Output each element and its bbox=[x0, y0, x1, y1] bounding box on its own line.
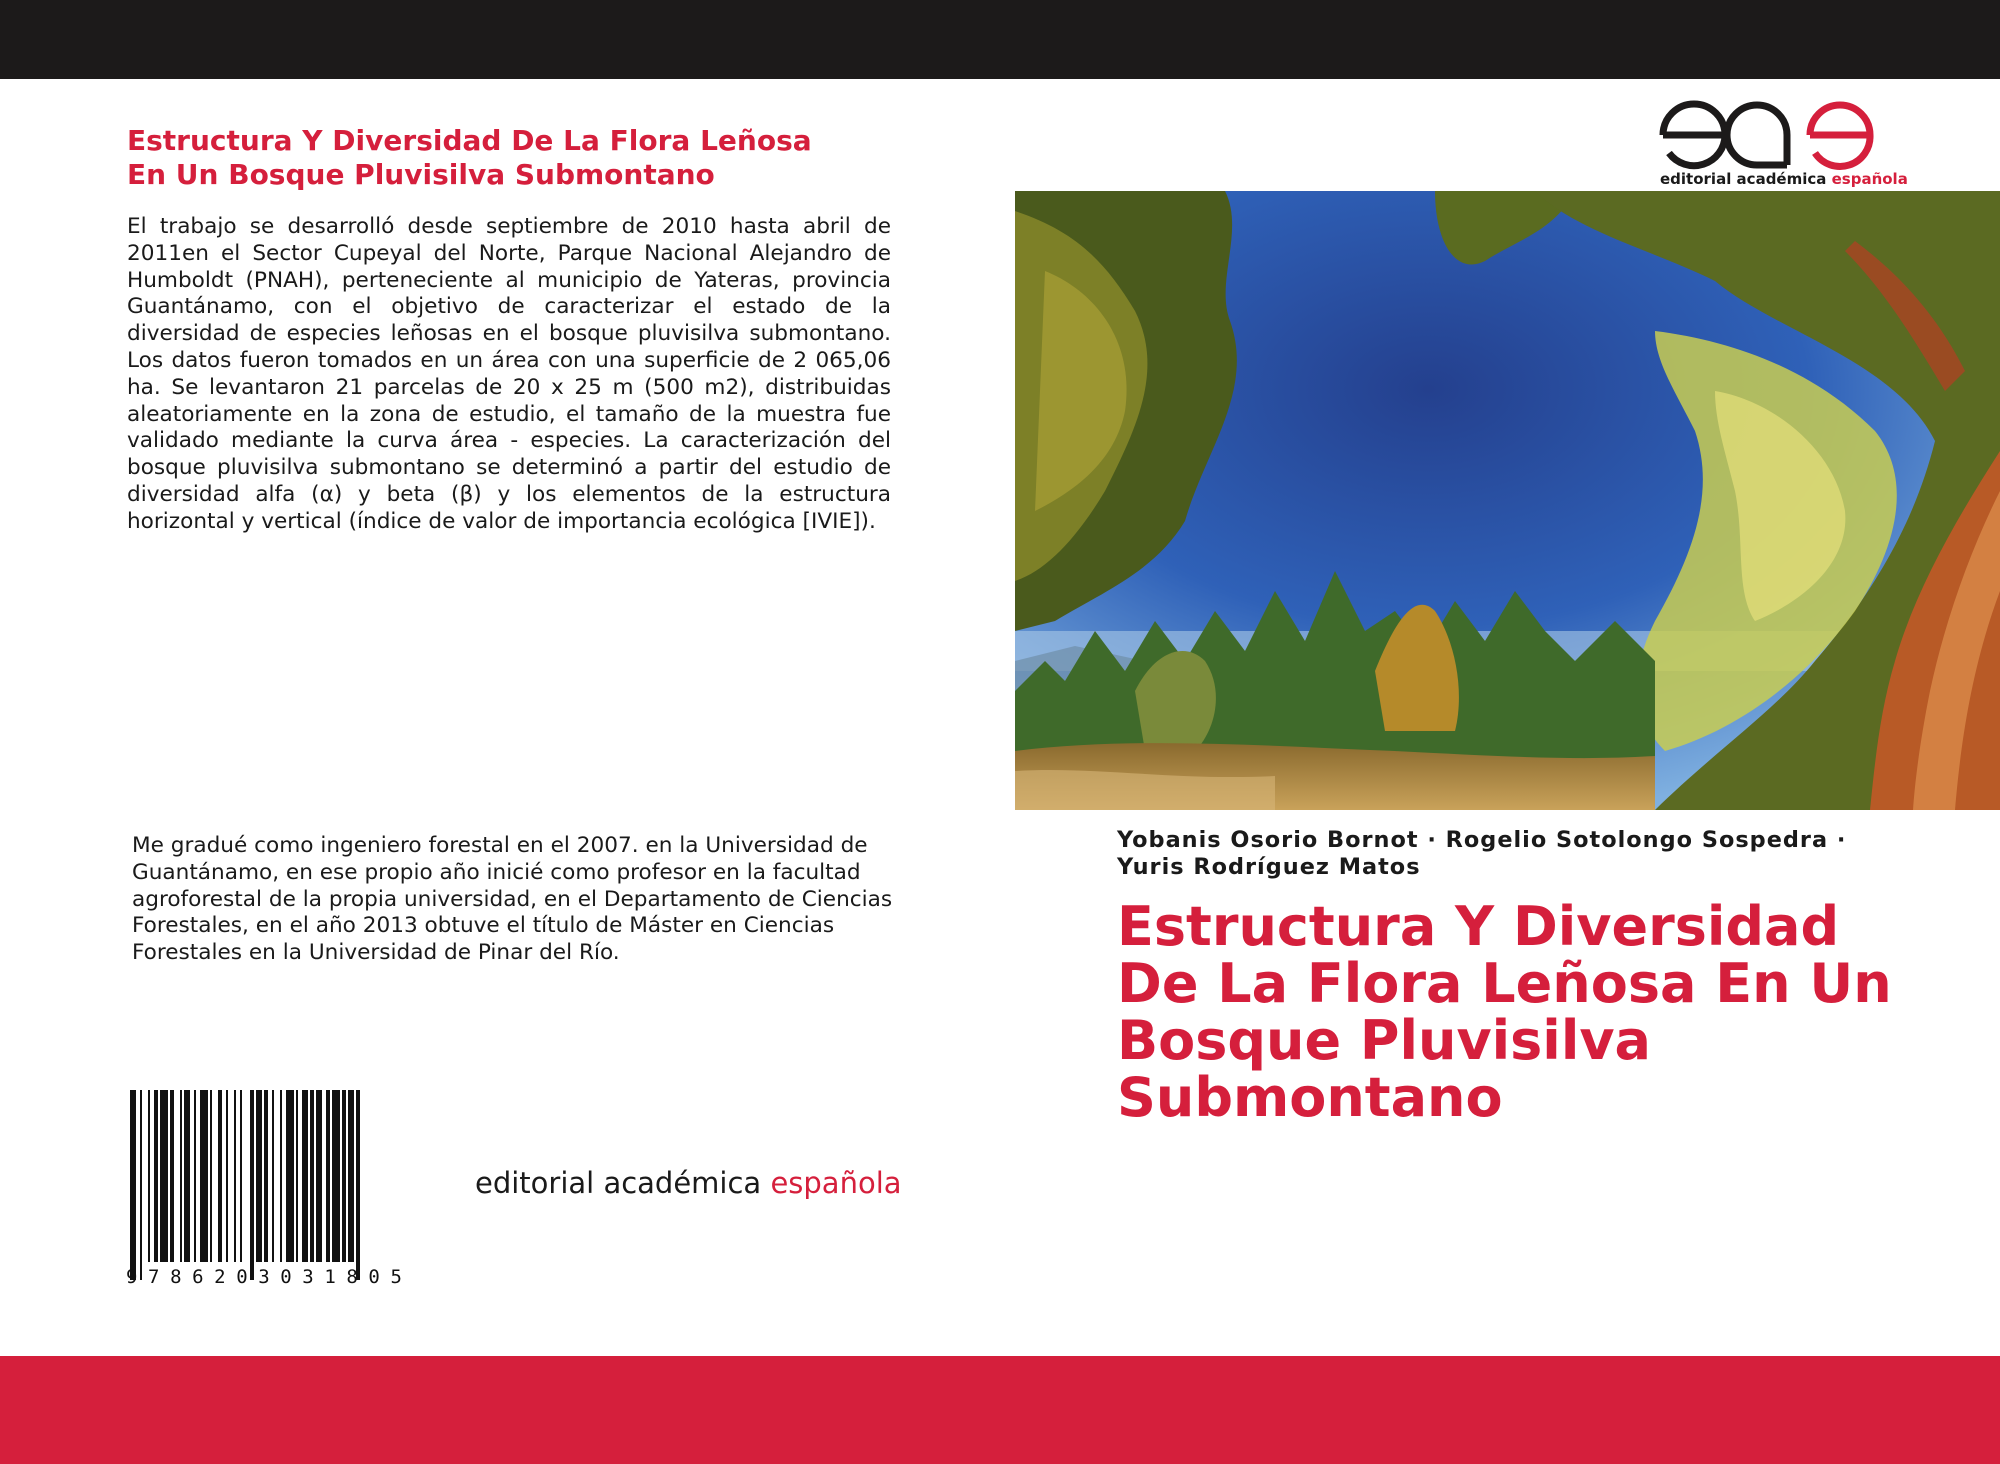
publisher-name: editorial académica bbox=[475, 1166, 771, 1200]
back-title-line: En Un Bosque Pluvisilva Submontano bbox=[127, 158, 715, 191]
bio-line: Forestales, en el año 2013 obtuve el título de Máster en Ciencias bbox=[132, 913, 835, 939]
barcode-bar bbox=[296, 1090, 298, 1262]
author-line: Yuris Rodríguez Matos bbox=[1117, 854, 1421, 880]
eae-logo-icon bbox=[1655, 95, 1885, 175]
barcode-bar bbox=[218, 1090, 222, 1262]
barcode-bar bbox=[226, 1090, 228, 1262]
barcode-bar bbox=[286, 1090, 294, 1262]
logo-caption-accent: española bbox=[1831, 170, 1908, 188]
author-names bbox=[1117, 827, 1977, 881]
publisher-imprint bbox=[475, 1166, 902, 1200]
barcode-bar bbox=[194, 1090, 196, 1262]
isbn-number: 9786203031805 bbox=[126, 1266, 413, 1288]
barcode-bar bbox=[210, 1090, 212, 1262]
barcode-bar bbox=[348, 1090, 354, 1262]
back-cover-title bbox=[127, 124, 907, 192]
cover-photo bbox=[1015, 191, 2000, 810]
author-bio bbox=[132, 833, 892, 967]
barcode-bar bbox=[140, 1090, 142, 1280]
back-title-line: Estructura Y Diversidad De La Flora Leñosa bbox=[127, 124, 812, 157]
author-line: Yobanis Osorio Bornot · Rogelio Sotolongo Sospedra · bbox=[1117, 827, 1847, 853]
front-title-line: Bosque Pluvisilva bbox=[1117, 1009, 1651, 1072]
barcode-bar bbox=[342, 1090, 346, 1262]
barcode-bar bbox=[180, 1090, 182, 1262]
front-title-line: Estructura Y Diversidad bbox=[1117, 895, 1840, 958]
barcode-bar bbox=[280, 1090, 282, 1262]
logo-caption bbox=[1660, 170, 1908, 188]
barcode-bar bbox=[240, 1090, 242, 1262]
barcode-bar bbox=[234, 1090, 236, 1262]
barcode-bar bbox=[256, 1090, 262, 1262]
bottom-red-band bbox=[0, 1356, 2000, 1464]
barcode-bar bbox=[326, 1090, 330, 1262]
barcode-bar bbox=[184, 1090, 190, 1262]
barcode-bar bbox=[272, 1090, 274, 1262]
bio-line: Guantánamo, en ese propio año inicié como profesor en la facultad bbox=[132, 859, 861, 885]
front-title-line: Submontano bbox=[1117, 1066, 1503, 1129]
top-dark-band bbox=[0, 0, 2000, 79]
bio-line: Me gradué como ingeniero forestal en el 2007. en la Universidad de bbox=[132, 833, 868, 858]
barcode-bar bbox=[200, 1090, 208, 1262]
bio-line: Forestales en la Universidad de Pinar del Río. bbox=[132, 940, 620, 966]
front-cover-title bbox=[1117, 895, 1977, 1129]
barcode-bar bbox=[170, 1090, 174, 1262]
logo-caption-text: editorial académica bbox=[1660, 170, 1832, 188]
barcode-bar bbox=[310, 1090, 314, 1262]
barcode-bar bbox=[250, 1090, 254, 1280]
publisher-name-accent: española bbox=[770, 1166, 902, 1200]
barcode-bar bbox=[160, 1090, 168, 1262]
barcode-bar bbox=[148, 1090, 150, 1262]
forest-sky-photo bbox=[1015, 191, 2000, 810]
barcode-bar bbox=[264, 1090, 268, 1262]
bio-line: agroforestal de la propia universidad, en el Departamento de Ciencias bbox=[132, 886, 893, 912]
barcode-bar bbox=[302, 1090, 308, 1262]
barcode-bars bbox=[128, 1090, 458, 1280]
barcode-bar bbox=[130, 1090, 136, 1280]
barcode-bar bbox=[356, 1090, 360, 1280]
barcode-bar bbox=[316, 1090, 322, 1262]
book-description: El trabajo se desarrolló desde septiembre de 2010 hasta abril de 2011en el Sector Cupeyal del Norte, Parque Nacional Alejandro de Humboldt (PNAH), perteneciente al municipio de Yateras, provincia Guantánamo, con el objetivo de caracterizar el estado de la diversidad de especies leñosas en el bosque pluvisilva submontano. Los datos fueron tomados en un área con una superficie de 2 065,06 ha. Se levantaron 21 parcelas de 20 x 25 m (500 m2), distribuidas aleatoriamente en la zona de estudio, el tamaño de la muestra fue validado mediante la curva área - especies. La caracterización del bosque pluvisilva submontano se determinó a partir del estudio de diversidad alfa (α) y beta (β) y los elementos de la estructura horizontal y vertical (índice de valor de importancia ecológica [IVIE]). bbox=[127, 214, 891, 534]
barcode-bar bbox=[154, 1090, 158, 1262]
barcode-bar bbox=[332, 1090, 340, 1262]
isbn-barcode bbox=[128, 1090, 458, 1290]
front-title-line: De La Flora Leñosa En Un bbox=[1117, 952, 1892, 1015]
